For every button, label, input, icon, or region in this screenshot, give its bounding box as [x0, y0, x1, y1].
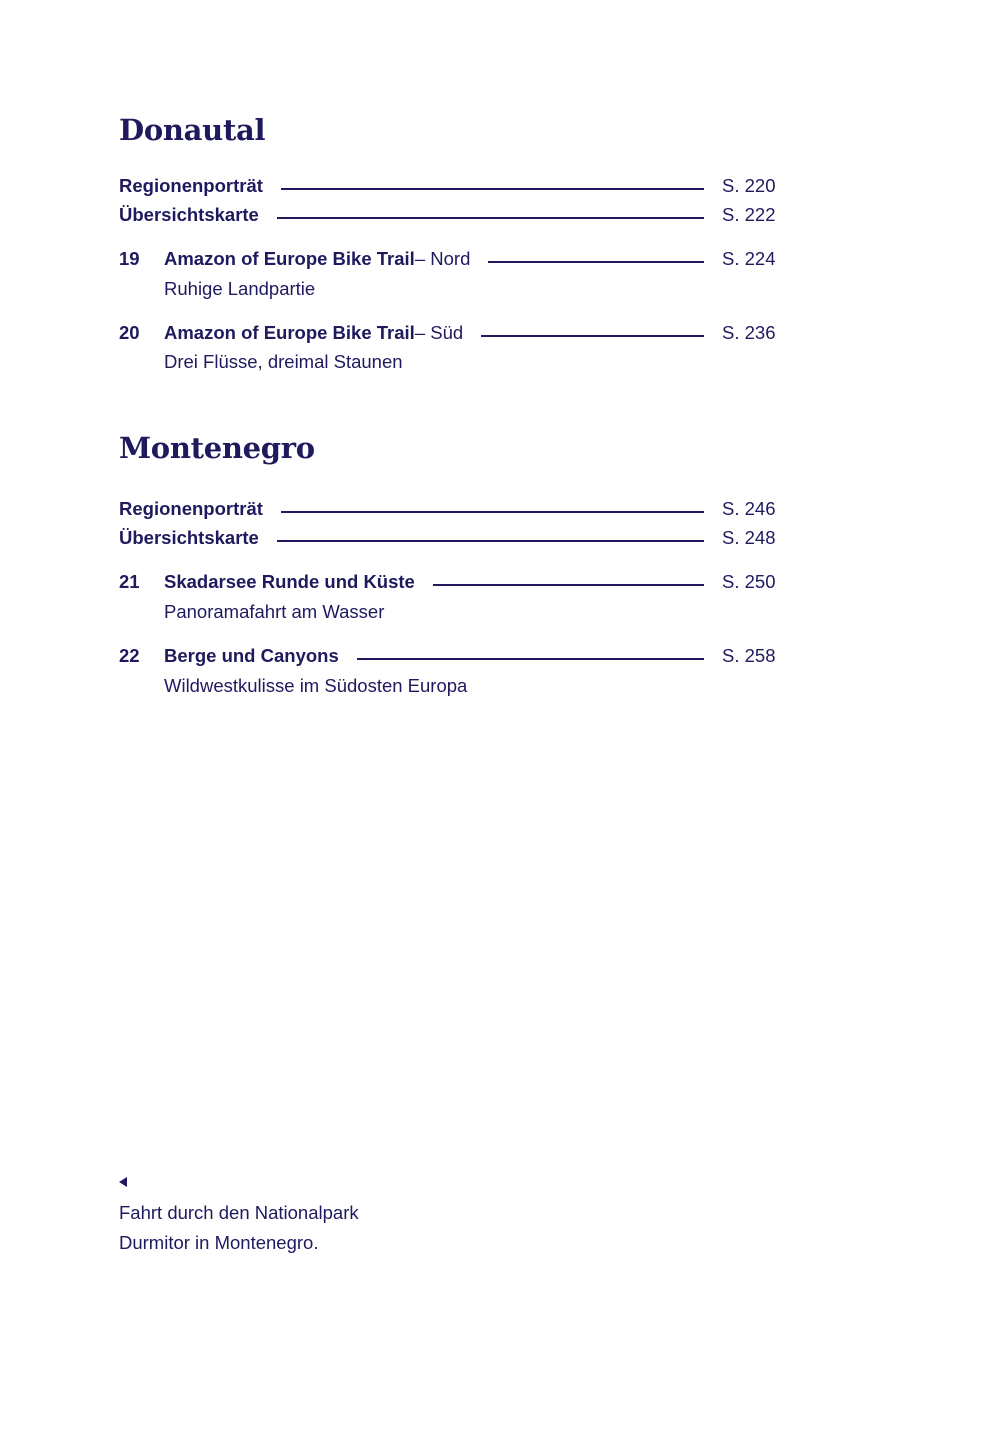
- leader-line: [488, 261, 704, 263]
- triangle-left-icon: [119, 1176, 439, 1198]
- leader-line: [481, 335, 704, 337]
- page-reference: S. 246: [722, 498, 776, 519]
- entry-label: Regionenporträt: [119, 175, 263, 196]
- page-reference: S. 222: [722, 204, 776, 225]
- toc-entry-tour-19[interactable]: [119, 246, 775, 272]
- toc-entry-uebersichtskarte[interactable]: [119, 525, 775, 551]
- tour-subtitle: Ruhige Landpartie: [164, 278, 316, 299]
- toc-entry-tour-20[interactable]: [119, 320, 775, 346]
- tour-subtitle: Drei Flüsse, dreimal Staunen: [164, 351, 403, 372]
- tour-number: 21: [119, 571, 140, 592]
- toc-entry-regionenportraet[interactable]: [119, 496, 775, 522]
- leader-line: [277, 217, 704, 219]
- page-reference: S. 236: [722, 322, 776, 343]
- tour-title: Amazon of Europe Bike Trail: [164, 248, 415, 269]
- tour-suffix: – Süd: [414, 322, 464, 343]
- entry-label: Übersichtskarte: [119, 204, 259, 225]
- caption-line-1: Fahrt durch den Nationalpark: [119, 1202, 359, 1223]
- page-reference: S. 248: [722, 527, 776, 548]
- caption-line-2: Durmitor in Montenegro.: [119, 1232, 319, 1253]
- tour-suffix: – Nord: [414, 248, 471, 269]
- entry-label: Übersichtskarte: [119, 527, 259, 548]
- page-reference: S. 258: [722, 645, 776, 666]
- tour-subtitle: Panoramafahrt am Wasser: [164, 601, 385, 622]
- leader-line: [281, 188, 704, 190]
- tour-title: Amazon of Europe Bike Trail: [164, 322, 415, 343]
- page-reference: S. 250: [722, 571, 776, 592]
- tour-number: 19: [119, 248, 140, 269]
- leader-line: [357, 658, 704, 660]
- leader-line: [277, 540, 704, 542]
- tour-title: Berge und Canyons: [164, 645, 339, 666]
- page-reference: S. 224: [722, 248, 776, 269]
- tour-number: 20: [119, 322, 140, 343]
- leader-line: [433, 584, 704, 586]
- toc-entry-tour-22[interactable]: [119, 643, 775, 669]
- entry-label: Regionenporträt: [119, 498, 263, 519]
- photo-caption: [119, 1176, 439, 1258]
- toc-entry-uebersichtskarte[interactable]: [119, 202, 775, 228]
- tour-number: 22: [119, 645, 140, 666]
- toc-entry-tour-21[interactable]: [119, 569, 775, 595]
- page-reference: S. 220: [722, 175, 776, 196]
- tour-title: Skadarsee Runde und Küste: [164, 571, 415, 592]
- tour-subtitle: Wildwestkulisse im Südosten Europa: [164, 675, 468, 696]
- toc-entry-regionenportraet[interactable]: [119, 173, 775, 199]
- section-title-montenegro: Montenegro: [119, 431, 315, 465]
- section-title-donautal: Donautal: [119, 113, 266, 147]
- leader-line: [281, 511, 704, 513]
